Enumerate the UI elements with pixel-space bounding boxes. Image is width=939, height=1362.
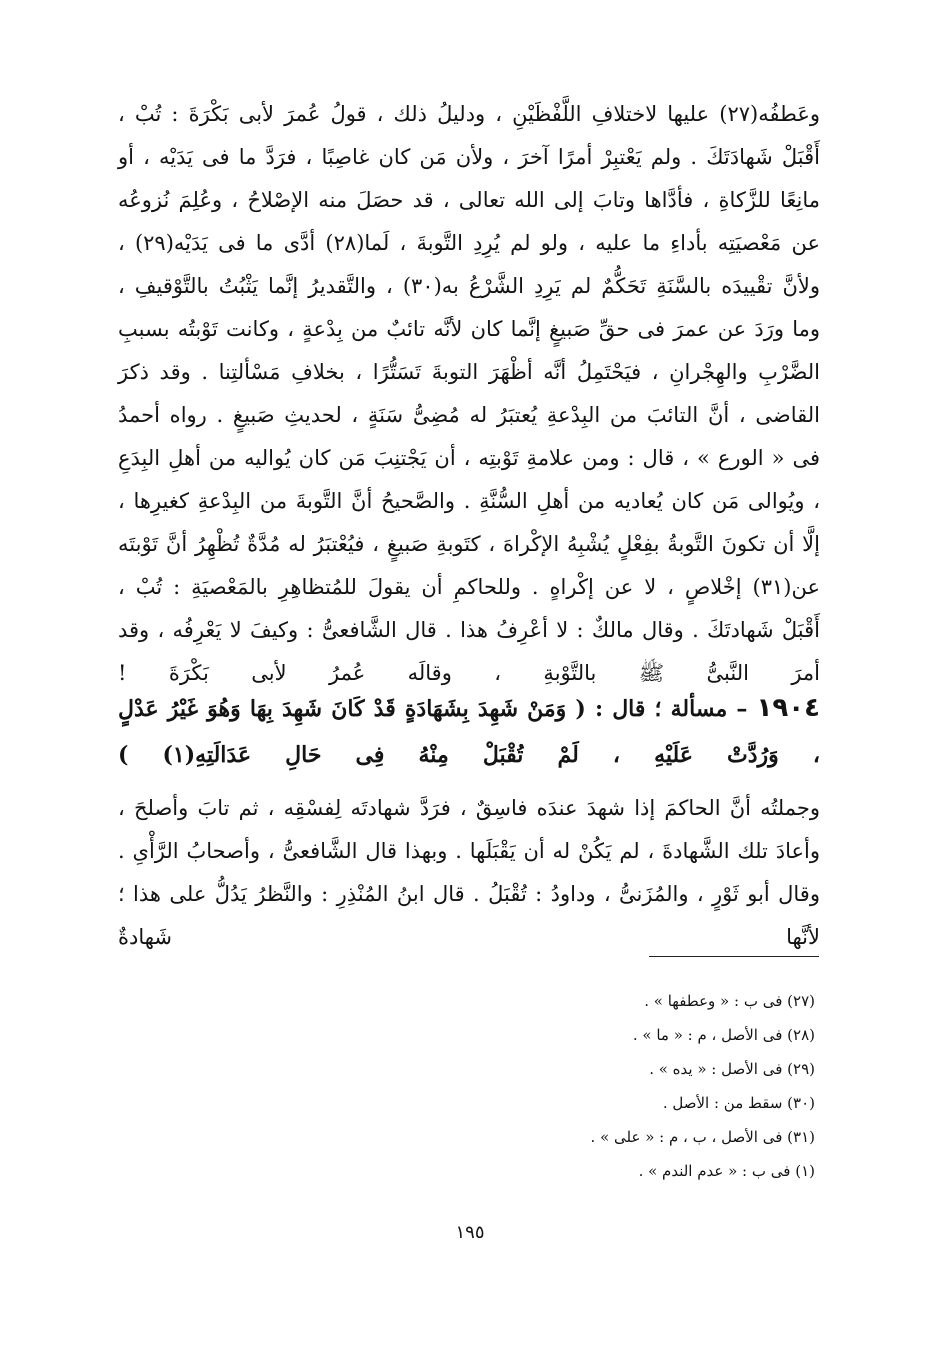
footnote-1: (١) فى ب : « عدم الندم » . (638, 1162, 815, 1180)
paragraph-2-text: وجملتُه أنَّ الحاكمَ إذا شهدَ عندَه فاسِقٌ ، فرَدَّ شهادتَه لِفسْقِه ، ثم تابَ وأصلحَ ، وأعادَ تلك الشَّهادةَ ، لم يَكُنْ له أن يَقْبَلَها . وبهذا قال الشَّافعىُّ ، وأصحابُ الرَّأْىِ . وقال أبو ثَوْرٍ ، والمُزَنىُّ ، وداودُ : تُقْبَلُ . قال ابنُ المُنْذِرِ : والنَّظرُ يَدُلُّ على هذا ؛ لأنَّها شَهادةٌ (118, 796, 820, 949)
paragraph-1-text: وعَطفُه(٢٧) عليها لاختلافِ اللَّفْظَيْنِ ، ودليلُ ذلك ، قولُ عُمرَ لأبى بَكْرَةَ : تُبْ ، أَقْبَلْ شَهادَتَكَ . ولم يَعْتبِرْ أمرًا آخرَ ، ولأن مَن كان غاصِبًا ، فرَدَّ ما فى يَدَيْه ، أو مانِعًا للزَّكاةِ ، فأدَّاها وتابَ إلى الله تعالى ، قد حصَلَ منه الإصْلاحُ ، وعُلِمَ نُزوعُه عن مَعْصيَتِه بأداءِ ما عليه ، ولو لم يُرِدِ التَّوبةَ ، لَما(٢٨) أدَّى ما فى يَدَيْه(٢٩) ، ولأنَّ تقْييدَه بالسَّنَةِ تَحَكُّمٌ لم يَرِدِ الشَّرْعُ به(٣٠) ، والتَّقديرُ إنَّما يَثْبُتُ بالتَّوْقيفِ ، وما ورَدَ عن عمرَ فى حقِّ صَبيغٍ إنَّما كان لأنَّه تائبٌ من بِدْعةٍ ، وكانت تَوْبتُه بسببِ الضَّرْبِ والهِجْرانِ ، فيَحْتَمِلُ أنَّه أظْهَرَ التوبةَ تَسَتُّرًا ، بخلافِ مَسْألتِنا . وقد ذكرَ القاضى ، أنَّ التائبَ من البِدْعةِ يُعتبَرُ له مُضِىُّ سَنَةٍ ، لحديثِ صَبيغٍ . رواه أحمدُ فى « الورع » ، قال : ومن علامةِ تَوْبتِه ، أن يَجْتنِبَ مَن كان يُواليه من أهلِ البِدَعِ ، ويُوالى مَن كان يُعاديه من أهلِ السُّنَّةِ . والصَّحيحُ أنَّ التَّوبةَ من البِدْعةِ كغيرِها ، إلَّا أن تكونَ التَّوبةُ بفِعْلٍ يُشْبِهُ الإكْراهَ ، كتَوبةِ صَبيغٍ ، فيُعْتبَرُ له مُدَّةٌ تُظْهِرُ أنَّ تَوْبتَه عن(٣١) إخْلاصٍ ، لا عن إكْراهٍ . وللحاكمِ أن يقولَ للمُتظاهِرِ بالمَعْصيَةِ : تُبْ ، أَقْبَلْ شَهادتَكَ . وقال مالكٌ : لا أعْرِفُ هذا . قال الشَّافعىُّ : وكيفَ لا يَعْرِفُه ، وقد أمرَ النَّبىُّ ﷺ بالتَّوْبةِ ، وقالَه عُمرُ لأبى بَكْرَةَ ! (118, 102, 821, 685)
footnotes-list (395, 984, 815, 1188)
body-paragraph-2 (118, 787, 820, 959)
footnote-31: (٣١) فى الأصل ، ب ، م : « على » . (590, 1128, 815, 1146)
footnote-30: (٣٠) سقط من : الأصل . (662, 1094, 815, 1112)
footnote-29: (٢٩) فى الأصل : « يده » . (649, 1060, 815, 1078)
page-number: ١٩٥ (455, 1222, 485, 1243)
issue-heading-text: – مسألة ؛ قال : ( وَمَنْ شَهِدَ بِشَهَادَةٍ قَدْ كَانَ شَهِدَ بِهَا وَهُوَ غَيْرُ عَدْلٍ ، وَرُدَّتْ عَلَيْهِ ، لَمْ تُقْبَلْ مِنْهُ فِى حَالِ عَدَالَتِهِ(١) ) (118, 696, 820, 768)
footnote-27: (٢٧) فى ب : « وعطفها » . (644, 992, 815, 1010)
footnote-28: (٢٨) فى الأصل ، م : « ما » . (632, 1026, 815, 1044)
issue-heading (118, 685, 820, 778)
footnote-separator (649, 956, 819, 957)
issue-number: ١٩٠٤ (756, 693, 820, 723)
body-paragraph-1 (118, 93, 820, 695)
